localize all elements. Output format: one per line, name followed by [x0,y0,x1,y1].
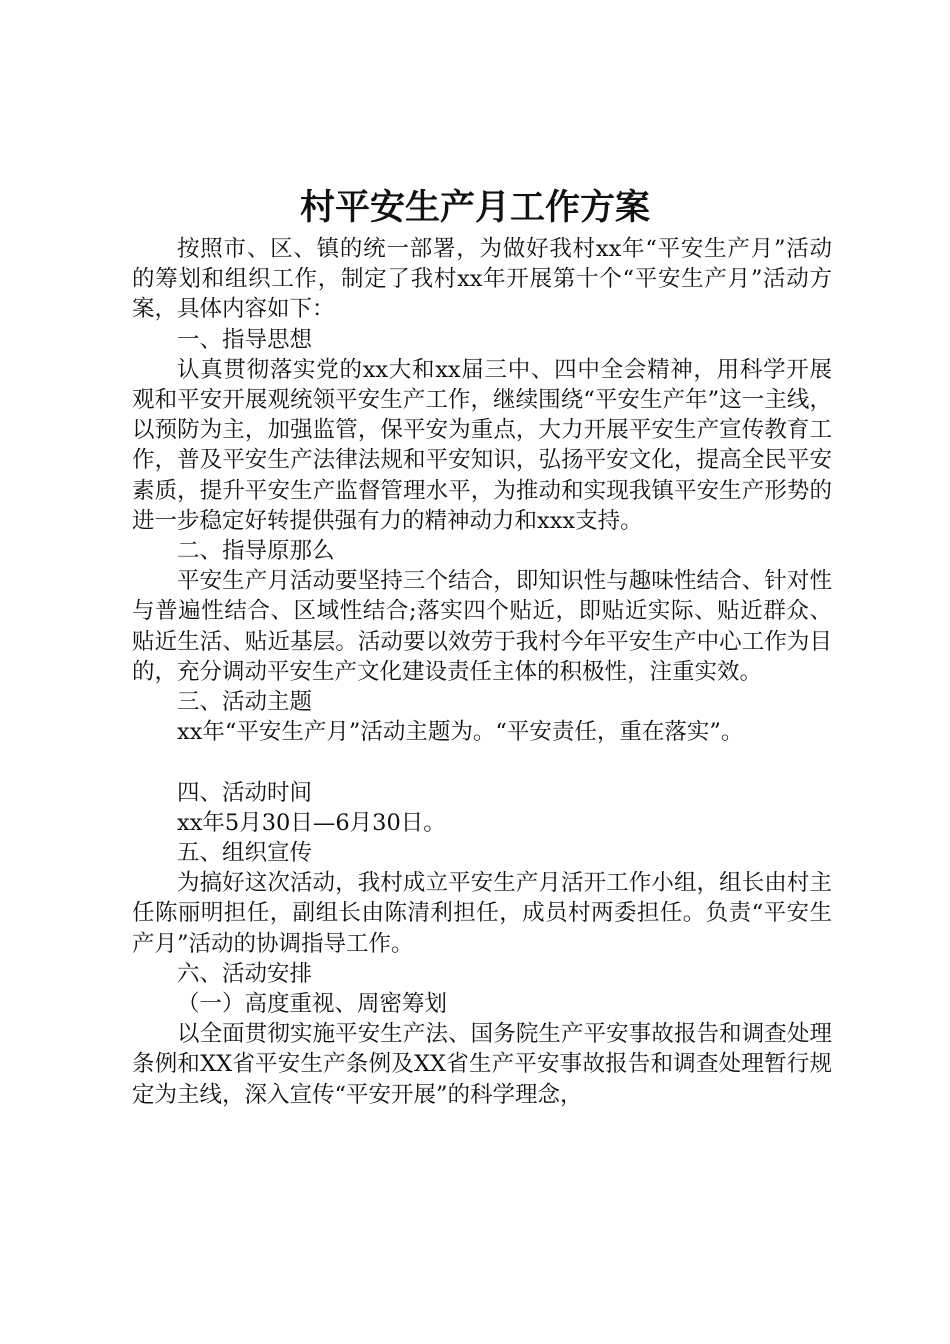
document-title: 村平安生产月工作方案 [299,188,650,228]
subsection-heading-planning: （一）高度重视、周密筹划 [177,991,448,1018]
section-heading-guiding-ideology: 一、指导思想 [177,326,313,353]
organization-paragraph: 为搞好这次活动，我村成立平安生产月活开工作小组，组长由村主任陈丽明担任，副组长由陈清利担任，成员村两委担任。负责“平安生产月”活动的协调指导工作。 [132,870,832,957]
section-heading-guiding-principles: 二、指导原那么 [177,538,335,565]
section-heading-activity-arrangement: 六、活动安排 [177,960,313,987]
intro-paragraph: 按照市、区、镇的统一部署，为做好我村xx年“平安生产月”活动的筹划和组织工作，制定了我村xx年开展第十个“平安生产月”活动方案，具体内容如下： [132,236,832,323]
document-body [132,234,832,1110]
section-heading-organization: 五、组织宣传 [177,840,313,867]
planning-paragraph: 以全面贯彻实施平安生产法、国务院生产平安事故报告和调查处理条例和XX省平安生产条例及XX省生产平安事故报告和调查处理暂行规定为主线，深入宣传“平安开展”的科学理念， [132,1021,832,1108]
guiding-principles-paragraph: 平安生产月活动要坚持三个结合，即知识性与趣味性结合、针对性与普遍性结合、区域性结合;落实四个贴近，即贴近实际、贴近群众、贴近生活、贴近基层。活动要以效劳于我村今年平安生产中心工作为目的，充分调动平安生产文化建设责任主体的积极性，注重实效。 [132,568,832,685]
activity-theme-paragraph: xx年“平安生产月”活动主题为。“平安责任，重在落实”。 [177,719,744,746]
section-heading-activity-time: 四、活动时间 [177,779,313,806]
blank-line [132,747,832,777]
section-heading-activity-theme: 三、活动主题 [177,689,313,716]
guiding-ideology-paragraph: 认真贯彻落实党的xx大和xx届三中、四中全会精神，用科学开展观和平安开展观统领平安生产工作，继续围绕“平安生产年”这一主线，以预防为主，加强监管，保平安为重点，大力开展平安生产宣传教育工作，普及平安生产法律法规和平安知识，弘扬平安文化，提高全民平安素质，提升平安生产监督管理水平，为推动和实现我镇平安生产形势的进一步稳定好转提供强有力的精神动力和xxx支持。 [132,356,832,534]
activity-time-paragraph: xx年5月30日—6月30日。 [177,809,446,836]
